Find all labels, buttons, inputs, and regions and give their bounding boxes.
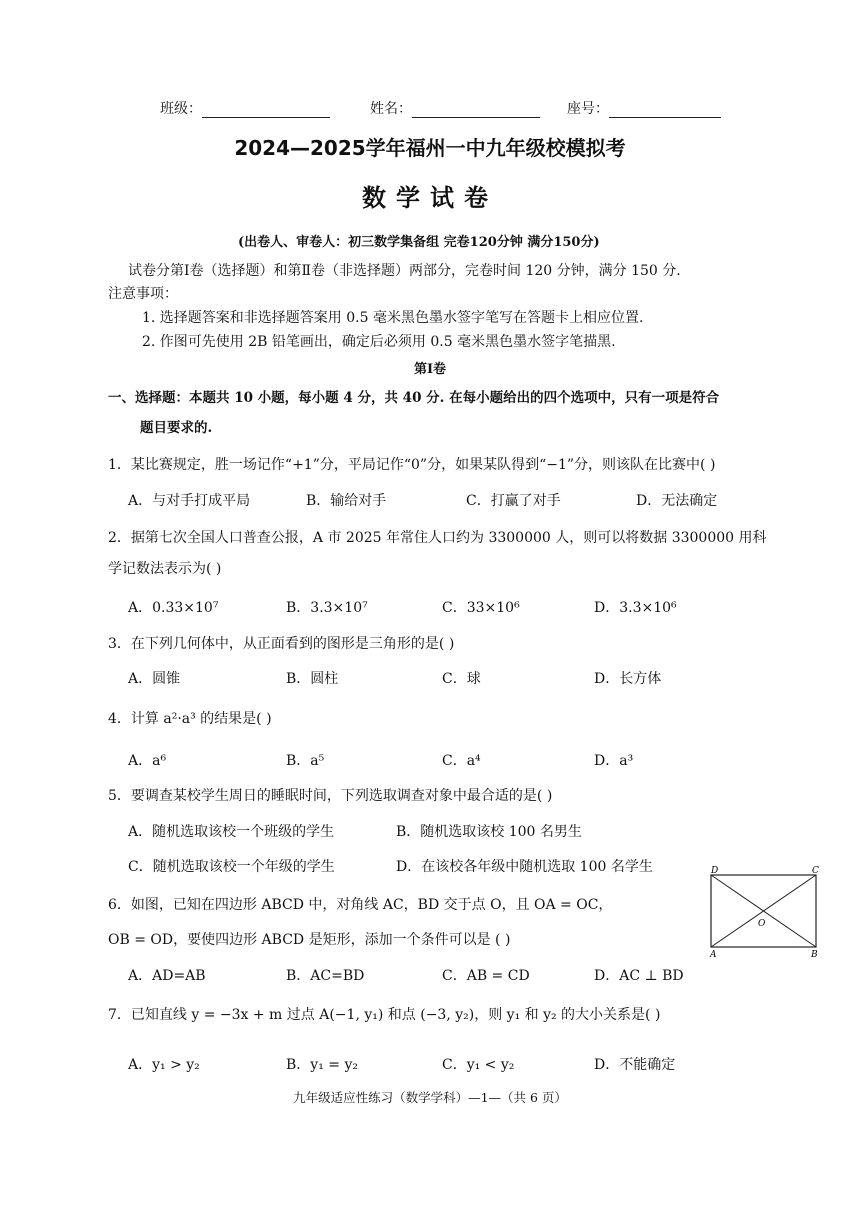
seat-blank[interactable]	[609, 117, 721, 118]
exam-title: 2024—2025学年福州一中九年级校模拟考	[234, 136, 626, 160]
q5-option-c[interactable]: C．随机选取该校一个年级的学生	[128, 859, 335, 875]
name-blank[interactable]	[412, 117, 540, 118]
class-field[interactable]	[160, 98, 330, 118]
seat-label: 座号：	[567, 101, 609, 117]
notice-1: 1. 选择题答案和非选择题答案用 0.5 毫米黑色墨水签字笔写在答题卡上相应位置.	[142, 310, 644, 326]
q2-option-c[interactable]: C．33×10⁶	[442, 600, 520, 616]
label-d: D	[711, 866, 719, 876]
label-b: B	[811, 950, 818, 960]
notice-title: 注意事项：	[108, 286, 178, 302]
q6-option-b[interactable]: B．AC=BD	[286, 968, 365, 984]
q7-option-a[interactable]: A．y₁ > y₂	[128, 1057, 200, 1073]
q5-option-a[interactable]: A．随机选取该校一个班级的学生	[128, 824, 335, 840]
q4-option-a[interactable]: A．a⁶	[128, 753, 167, 769]
notice-2: 2. 作图可先使用 2B 铅笔画出，确定后必须用 0.5 毫米黑色墨水签字笔描黑.	[142, 334, 616, 350]
q2-stem-line1: 2．据第七次全国人口普查公报，A 市 2025 年常住人口约为 3300000 人，则可以将数据 3300000 用科	[108, 530, 767, 546]
q1-option-c[interactable]: C．打赢了对手	[466, 493, 561, 509]
q7-option-b[interactable]: B．y₁ = y₂	[286, 1057, 358, 1073]
q5-option-b[interactable]: B．随机选取该校 100 名男生	[396, 824, 582, 840]
q5-option-d[interactable]: D．在该校各年级中随机选取 100 名学生	[396, 859, 653, 875]
q7-stem: 7．已知直线 y = −3x + m 过点 A(−1, y₁) 和点 (−3, y₂)，则 y₁ 和 y₂ 的大小关系是( )	[108, 1007, 661, 1023]
q3-option-d[interactable]: D．长方体	[594, 671, 662, 687]
q6-rectangle-figure	[702, 862, 826, 962]
q6-option-a[interactable]: A．AD=AB	[128, 968, 206, 984]
class-label: 班级：	[160, 101, 202, 117]
label-o: O	[758, 919, 766, 929]
exam-intro: 试卷分第Ⅰ卷（选择题）和第Ⅱ卷（非选择题）两部分，完卷时间 120 分钟，满分 150 分.	[128, 263, 681, 279]
name-field[interactable]	[370, 98, 540, 118]
exam-authors: (出卷人、审卷人：初三数学集备组 完卷120分钟 满分150分)	[238, 235, 600, 250]
q4-stem: 4．计算 a²·a³ 的结果是( )	[108, 711, 272, 727]
q6-option-c[interactable]: C．AB = CD	[442, 968, 530, 984]
q7-option-d[interactable]: D．不能确定	[594, 1057, 676, 1073]
seat-field[interactable]	[567, 98, 721, 118]
q2-option-d[interactable]: D．3.3×10⁶	[594, 600, 677, 616]
q6-stem-line1: 6．如图，已知在四边形 ABCD 中，对角线 AC，BD 交于点 O，且 OA = OC，	[108, 897, 613, 913]
name-label: 姓名：	[370, 101, 412, 117]
q2-option-b[interactable]: B．3.3×10⁷	[286, 600, 368, 616]
q6-stem-line2: OB = OD，要使四边形 ABCD 是矩形，添加一个条件可以是 ( )	[108, 932, 511, 948]
q3-option-a[interactable]: A．圆锥	[128, 671, 181, 687]
q6-option-d[interactable]: D．AC ⊥ BD	[594, 968, 684, 984]
part1-heading-line2: 题目要求的.	[140, 420, 213, 436]
label-a: A	[710, 950, 717, 960]
q3-option-c[interactable]: C．球	[442, 671, 481, 687]
q1-stem: 1．某比赛规定，胜一场记作“+1”分，平局记作“0”分，如果某队得到“−1”分，则该队在比赛中( )	[108, 457, 716, 473]
page-footer: 九年级适应性练习（数学学科）—1—（共 6 页）	[293, 1090, 567, 1105]
q2-stem-line2: 学记数法表示为( )	[108, 561, 222, 577]
q5-stem: 5．要调查某校学生周日的睡眠时间，下列选取调查对象中最合适的是( )	[108, 788, 553, 804]
q1-option-b[interactable]: B．输给对手	[306, 493, 387, 509]
label-c: C	[812, 866, 819, 876]
part1-heading-line1: 一、选择题：本题共 10 小题，每小题 4 分，共 40 分. 在每小题给出的四个选项中，只有一项是符合	[108, 390, 720, 406]
q4-option-d[interactable]: D．a³	[594, 753, 634, 769]
class-blank[interactable]	[202, 117, 330, 118]
q2-option-a[interactable]: A．0.33×10⁷	[128, 600, 219, 616]
q4-option-c[interactable]: C．a⁴	[442, 753, 481, 769]
q1-option-d[interactable]: D．无法确定	[636, 493, 718, 509]
q1-option-a[interactable]: A．与对手打成平局	[128, 493, 251, 509]
section-title: 第Ⅰ卷	[413, 362, 447, 377]
q4-option-b[interactable]: B．a⁵	[286, 753, 325, 769]
exam-subtitle: 数学试卷	[362, 184, 498, 212]
q7-option-c[interactable]: C．y₁ < y₂	[442, 1057, 515, 1073]
q3-option-b[interactable]: B．圆柱	[286, 671, 339, 687]
q3-stem: 3．在下列几何体中，从正面看到的图形是三角形的是( )	[108, 636, 455, 652]
